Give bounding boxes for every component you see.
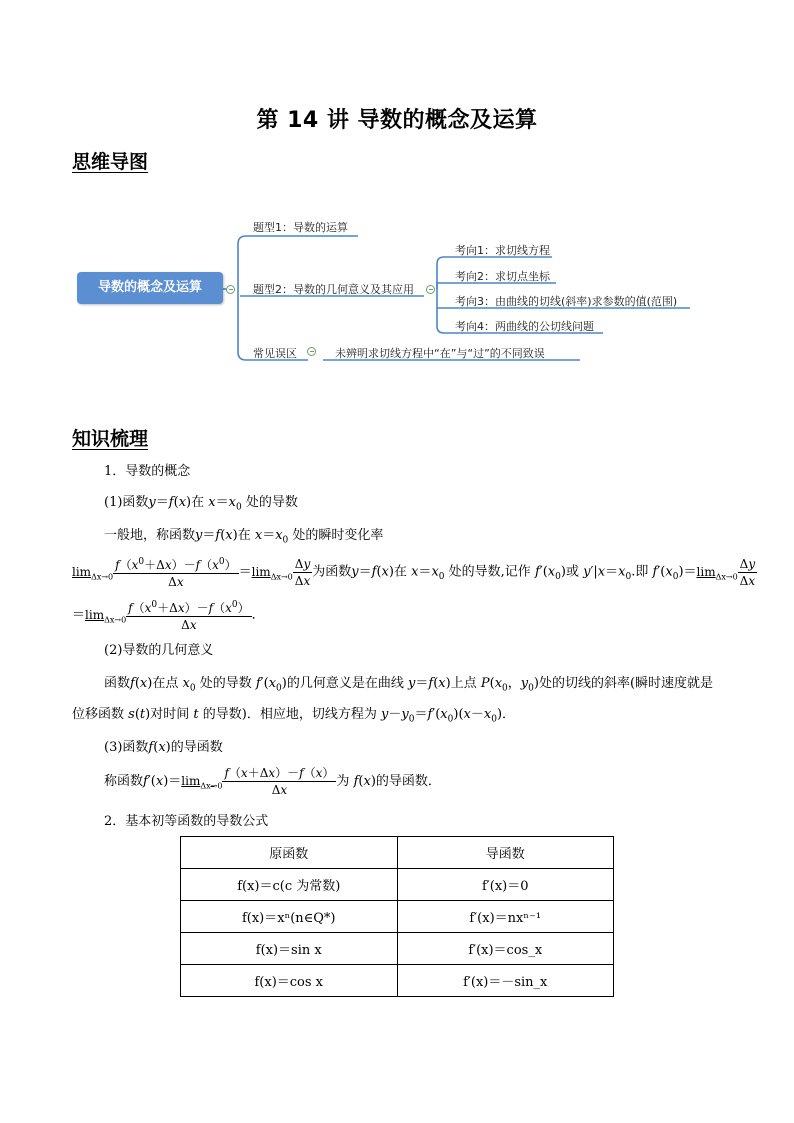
table-cell: f(x)＝xⁿ(n∈Q*) — [181, 901, 398, 933]
table-row — [181, 965, 614, 997]
table-cell: f′(x)＝－sin_x — [397, 965, 614, 997]
table-cell: f(x)＝c(c 为常数) — [181, 869, 398, 901]
table-cell: f′(x)＝nxⁿ⁻¹ — [397, 901, 614, 933]
table-header: 原函数 — [181, 837, 398, 869]
mind-map-node-branch2[interactable]: 题型2：导数的几何意义及其应用 — [253, 283, 414, 296]
paragraph: (1)函数y＝f(x)在 $x=x_0$ 处的导数 — [104, 495, 298, 513]
section-heading-mindmap: 思维导图 — [72, 151, 149, 173]
table-cell: f′(x)＝0 — [397, 869, 614, 901]
table-row — [181, 901, 614, 933]
mind-map-node-sub4[interactable]: 考向4：两曲线的公切线问题 — [455, 320, 594, 333]
table-cell: f(x)＝sin x — [181, 933, 398, 965]
mind-map-node-misconception[interactable]: 未辨明求切线方程中“在”与“过”的不同致误 — [335, 347, 545, 360]
table-header-row — [181, 837, 614, 869]
page-title: 第 14 讲 导数的概念及运算 — [256, 108, 538, 133]
mind-map-root[interactable]: 导数的概念及运算 — [77, 272, 223, 304]
heading-geometric-meaning: (2)导数的几何意义 — [104, 643, 214, 658]
mind-map-node-sub2[interactable]: 考向2：求切点坐标 — [455, 270, 550, 283]
heading-derivative-concept: 1．导数的概念 — [104, 464, 191, 479]
collapse-icon[interactable] — [307, 347, 316, 356]
mind-map-connectors — [0, 0, 794, 400]
heading-derivative-formulas: 2．基本初等函数的导数公式 — [104, 814, 269, 829]
table-header: 导函数 — [397, 837, 614, 869]
paragraph: 位移函数 s(t)对时间 t 的导数)．相应地，切线方程为 $y-y_0=f'(x_0)(x-x_0)$． — [72, 707, 516, 725]
equation-definition-cont: $=\lim_{\Delta x\to 0}$ $\frac{f(x^0+\Delta x)-f(x^0)}{\Delta x}$ ． — [72, 597, 265, 633]
collapse-icon[interactable] — [226, 285, 235, 294]
table-row — [181, 869, 614, 901]
table-row — [181, 933, 614, 965]
mind-map-node-branch1[interactable]: 题型1：导数的运算 — [253, 221, 348, 234]
paragraph: 一般地，称函数y＝f(x)在 $x=x_0$ 处的瞬时变化率 — [104, 528, 384, 546]
equation-derived-function: 称函数$f'(x)=\lim_{\Delta x\to 0}$ $\frac{f(x+\Delta x)-f(x)}{\Delta x}$ 为 f(x)的导函数． — [104, 766, 441, 797]
section-heading-knowledge: 知识梳理 — [72, 428, 149, 450]
mind-map-node-sub1[interactable]: 考向1：求切线方程 — [455, 244, 550, 257]
derivative-formula-table — [180, 836, 614, 997]
table-cell: f(x)＝cos x — [181, 965, 398, 997]
table-cell: f′(x)＝cos_x — [397, 933, 614, 965]
collapse-icon[interactable] — [426, 285, 435, 294]
heading-derived-function: (3)函数f(x)的导函数 — [104, 740, 223, 755]
equation-definition: $\lim_{\Delta x\to 0}$ $\frac{f(x^0+\Delta x)-f(x^0)}{\Delta x}$ $=\lim_{\Delta x\to 0}$ $\frac{\Delta y}{\Delta x}$ 为函数y＝f(x)在 $x=x_0$ 处的导数,记作 $f'(x_0)$或 $y'|x=x_0$.即 $f'(x_0)=\lim_{\Delta x\to 0}$ $\frac{\Delta y}{\Delta x}$ — [72, 554, 757, 590]
mind-map-node-branch3[interactable]: 常见误区 — [253, 347, 297, 360]
mind-map-node-sub3[interactable]: 考向3：由曲线的切线(斜率)求参数的值(范围) — [455, 295, 678, 308]
paragraph: 函数f(x)在点 $x_0$ 处的导数 $f'(x_0)$的几何意义是在曲线 y＝f(x)上点 $P(x_0$，$y_0$)处的切线的斜率(瞬时速度就是 — [104, 676, 714, 694]
